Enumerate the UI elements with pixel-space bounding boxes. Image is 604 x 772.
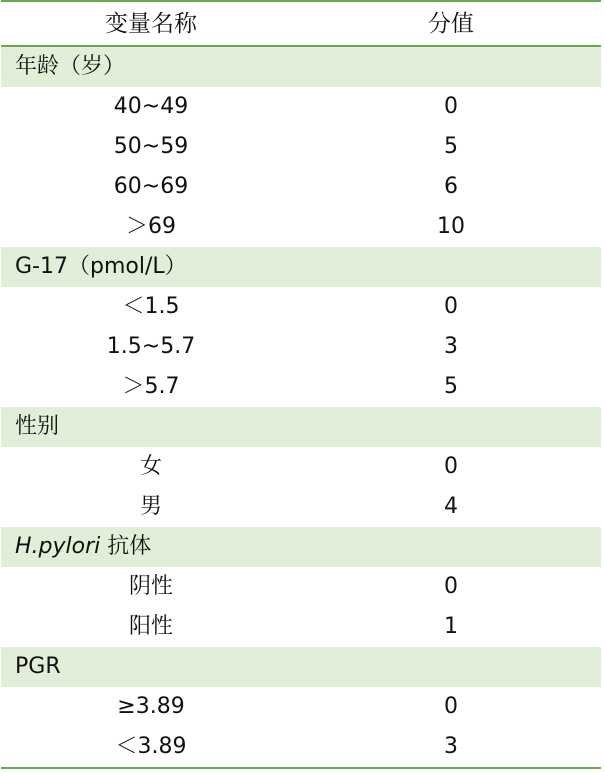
- header-variable-name: 变量名称: [105, 11, 197, 37]
- table-row: [1, 727, 601, 767]
- group-label-italic: H.pylori: [15, 534, 101, 559]
- variable-cell: ＞5.7: [122, 374, 180, 399]
- group-label: G-17（pmol/L）: [15, 254, 187, 279]
- variable-cell: 阳性: [128, 614, 173, 639]
- group-hpylori: [1, 527, 601, 567]
- table-row: [1, 287, 601, 327]
- table-row: [1, 607, 601, 647]
- header-score: 分值: [428, 11, 474, 37]
- variable-cell: ＞69: [126, 214, 176, 239]
- table-row: [1, 127, 601, 167]
- score-cell: 0: [444, 94, 458, 119]
- header-row: [1, 4, 601, 44]
- score-cell: 10: [437, 214, 465, 239]
- table-row: [1, 327, 601, 367]
- score-cell: 3: [444, 334, 458, 359]
- group-label: [15, 527, 595, 567]
- score-cell: 4: [444, 494, 458, 519]
- score-cell: 3: [444, 734, 458, 759]
- score-cell: 0: [444, 454, 458, 479]
- group-pgr: [1, 647, 601, 687]
- variable-cell: 阴性: [128, 574, 173, 599]
- variable-cell: 40~49: [113, 94, 189, 119]
- score-cell: 1: [444, 614, 458, 639]
- bottom-rule: [1, 767, 601, 769]
- score-cell: 0: [444, 294, 458, 319]
- table-row: [1, 207, 601, 247]
- group-label: 年龄（岁）: [15, 54, 126, 79]
- variable-cell: 男: [139, 494, 162, 519]
- table-row: [1, 167, 601, 207]
- variable-cell: 女: [139, 454, 162, 479]
- variable-cell: 1.5~5.7: [106, 334, 196, 359]
- table-row: [1, 87, 601, 127]
- score-cell: 0: [444, 694, 458, 719]
- table-row: [1, 487, 601, 527]
- group-label: 性别: [15, 414, 60, 439]
- variable-cell: ＜1.5: [122, 294, 180, 319]
- table-row: [1, 447, 601, 487]
- group-label-suffix: 抗体: [100, 534, 152, 559]
- group-sex: [1, 407, 601, 447]
- table-row: [1, 687, 601, 727]
- variable-cell: 50~59: [113, 134, 189, 159]
- top-rule: [1, 0, 601, 2]
- group-g17: [1, 247, 601, 287]
- score-cell: 5: [444, 134, 458, 159]
- table-row: [1, 567, 601, 607]
- score-cell: 6: [444, 174, 458, 199]
- variable-cell: ≥3.89: [117, 694, 185, 719]
- group-label: PGR: [15, 654, 61, 679]
- variable-cell: ＜3.89: [115, 734, 187, 759]
- score-cell: 5: [444, 374, 458, 399]
- variable-cell: 60~69: [113, 174, 189, 199]
- table-row: [1, 367, 601, 407]
- score-cell: 0: [444, 574, 458, 599]
- group-age: [1, 47, 601, 87]
